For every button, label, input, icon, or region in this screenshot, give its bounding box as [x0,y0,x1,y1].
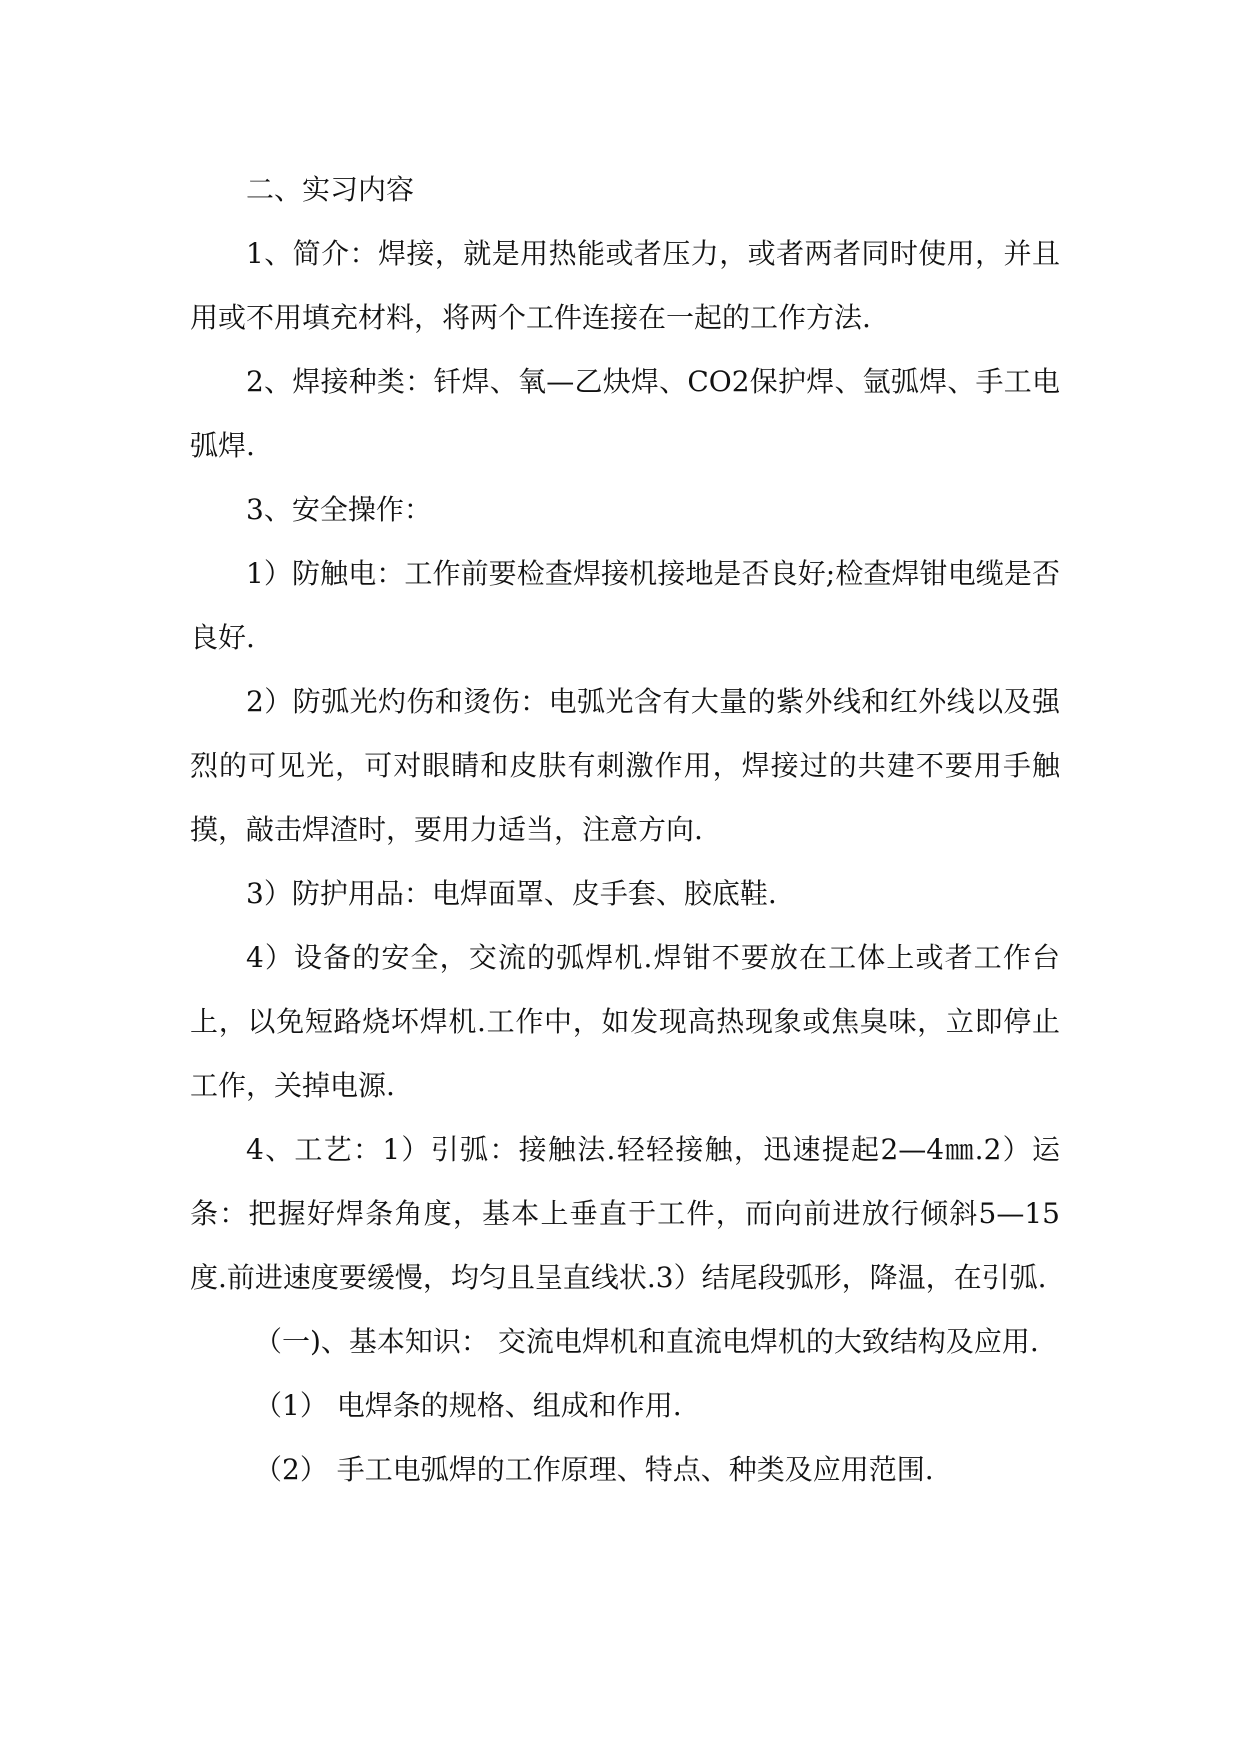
list-item-arc-welding: （2） 手工电弧焊的工作原理、特点、种类及应用范围. [254,1453,934,1486]
section-heading: 二、实习内容 [246,173,415,206]
paragraph-basic-knowledge: （一)、基本知识： 交流电焊机和直流电焊机的大致结构及应用. [254,1325,1039,1358]
paragraph-safety-heading: 3、安全操作： [246,493,432,526]
paragraph-process: 4、工艺：1）引弧：接触法.轻轻接触，迅速提起2—4㎜.2）运条：把握好焊条角度，基本上垂直于工件，而向前进放行倾斜5—15度.前进速度要缓慢，均匀且呈直线状.3）结尾段弧形，降温，在引弧. [190,1133,1060,1294]
paragraph-electric-shock: 1）防触电：工作前要检查焊接机接地是否良好;检查焊钳电缆是否良好. [190,557,1060,654]
paragraph-protective-gear: 3）防护用品：电焊面罩、皮手套、胶底鞋. [246,877,777,910]
paragraph-arc-burns: 2）防弧光灼伤和烫伤：电弧光含有大量的紫外线和红外线以及强烈的可见光，可对眼睛和皮肤有刺激作用，焊接过的共建不要用手触摸，敲击焊渣时，要用力适当，注意方向. [190,685,1060,846]
paragraph-welding-types: 2、焊接种类：钎焊、氧—乙炔焊、CO2保护焊、氩弧焊、手工电弧焊. [190,365,1060,462]
paragraph-equipment-safety: 4）设备的安全，交流的弧焊机.焊钳不要放在工体上或者工作台上，以免短路烧坏焊机.工作中，如发现高热现象或焦臭味，立即停止工作，关掉电源. [190,941,1060,1102]
list-item-electrode: （1） 电焊条的规格、组成和作用. [254,1389,682,1422]
paragraph-intro: 1、简介：焊接，就是用热能或者压力，或者两者同时使用，并且用或不用填充材料，将两个工件连接在一起的工作方法. [190,237,1060,334]
document-body [190,158,1060,1502]
